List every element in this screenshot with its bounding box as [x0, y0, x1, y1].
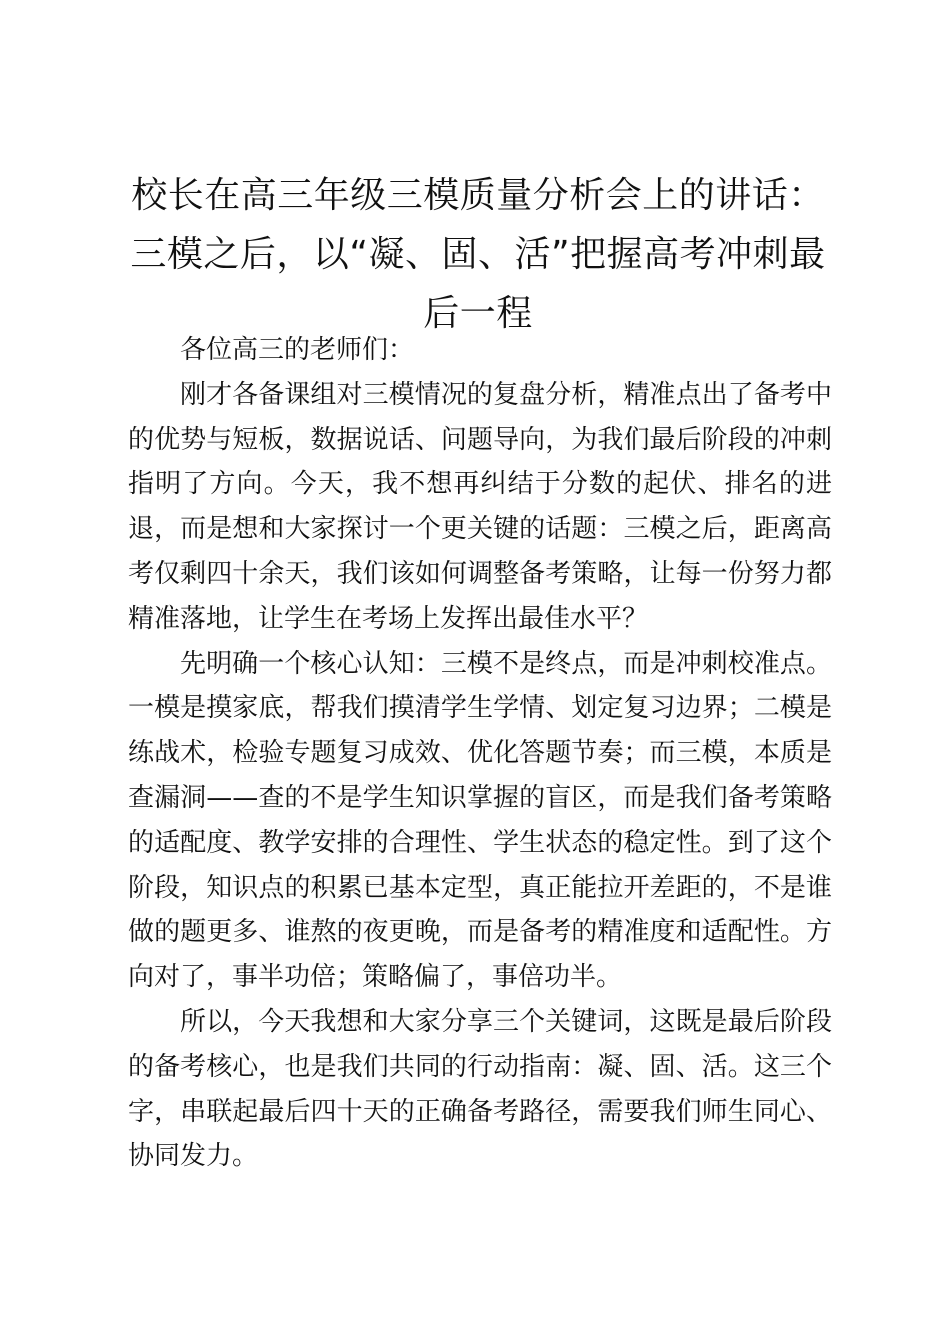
salutation-paragraph: 各位高三的老师们：	[180, 335, 415, 365]
body-paragraph: 先明确一个核心认知：三模不是终点，而是冲刺校准点。一模是摸家底，帮我们摸清学生学情、划定复习边界；二模是练战术，检验专题复习成效、优化答题节奏；而三模，本质是查漏洞——查的不是学生知识掌握的盲区，而是我们备考策略的适配度、教学安排的合理性、学生状态的稳定性。到了这个阶段，知识点的积累已基本定型，真正能拉开差距的，不是谁做的题更多、谁熬的夜更晚，而是备考的精准度和适配性。方向对了，事半功倍；策略偏了，事倍功半。	[128, 648, 832, 993]
document-title: 校长在高三年级三模质量分析会上的讲话：三模之后，以“凝、固、活”把握高考冲刺最后一程	[130, 175, 826, 334]
body-paragraph: 刚才各备课组对三模情况的复盘分析，精准点出了备考中的优势与短板，数据说话、问题导向，为我们最后阶段的冲刺指明了方向。今天，我不想再纠结于分数的起伏、排名的进退，而是想和大家探讨一个更关键的话题：三模之后，距离高考仅剩四十余天，我们该如何调整备考策略，让每一份努力都精准落地，让学生在考场上发挥出最佳水平？	[128, 379, 832, 634]
body-paragraph: 所以，今天我想和大家分享三个关键词，这既是最后阶段的备考核心，也是我们共同的行动指南：凝、固、活。这三个字，串联起最后四十天的正确备考路径，需要我们师生同心、协同发力。	[128, 1006, 832, 1172]
document-body	[128, 328, 832, 1179]
